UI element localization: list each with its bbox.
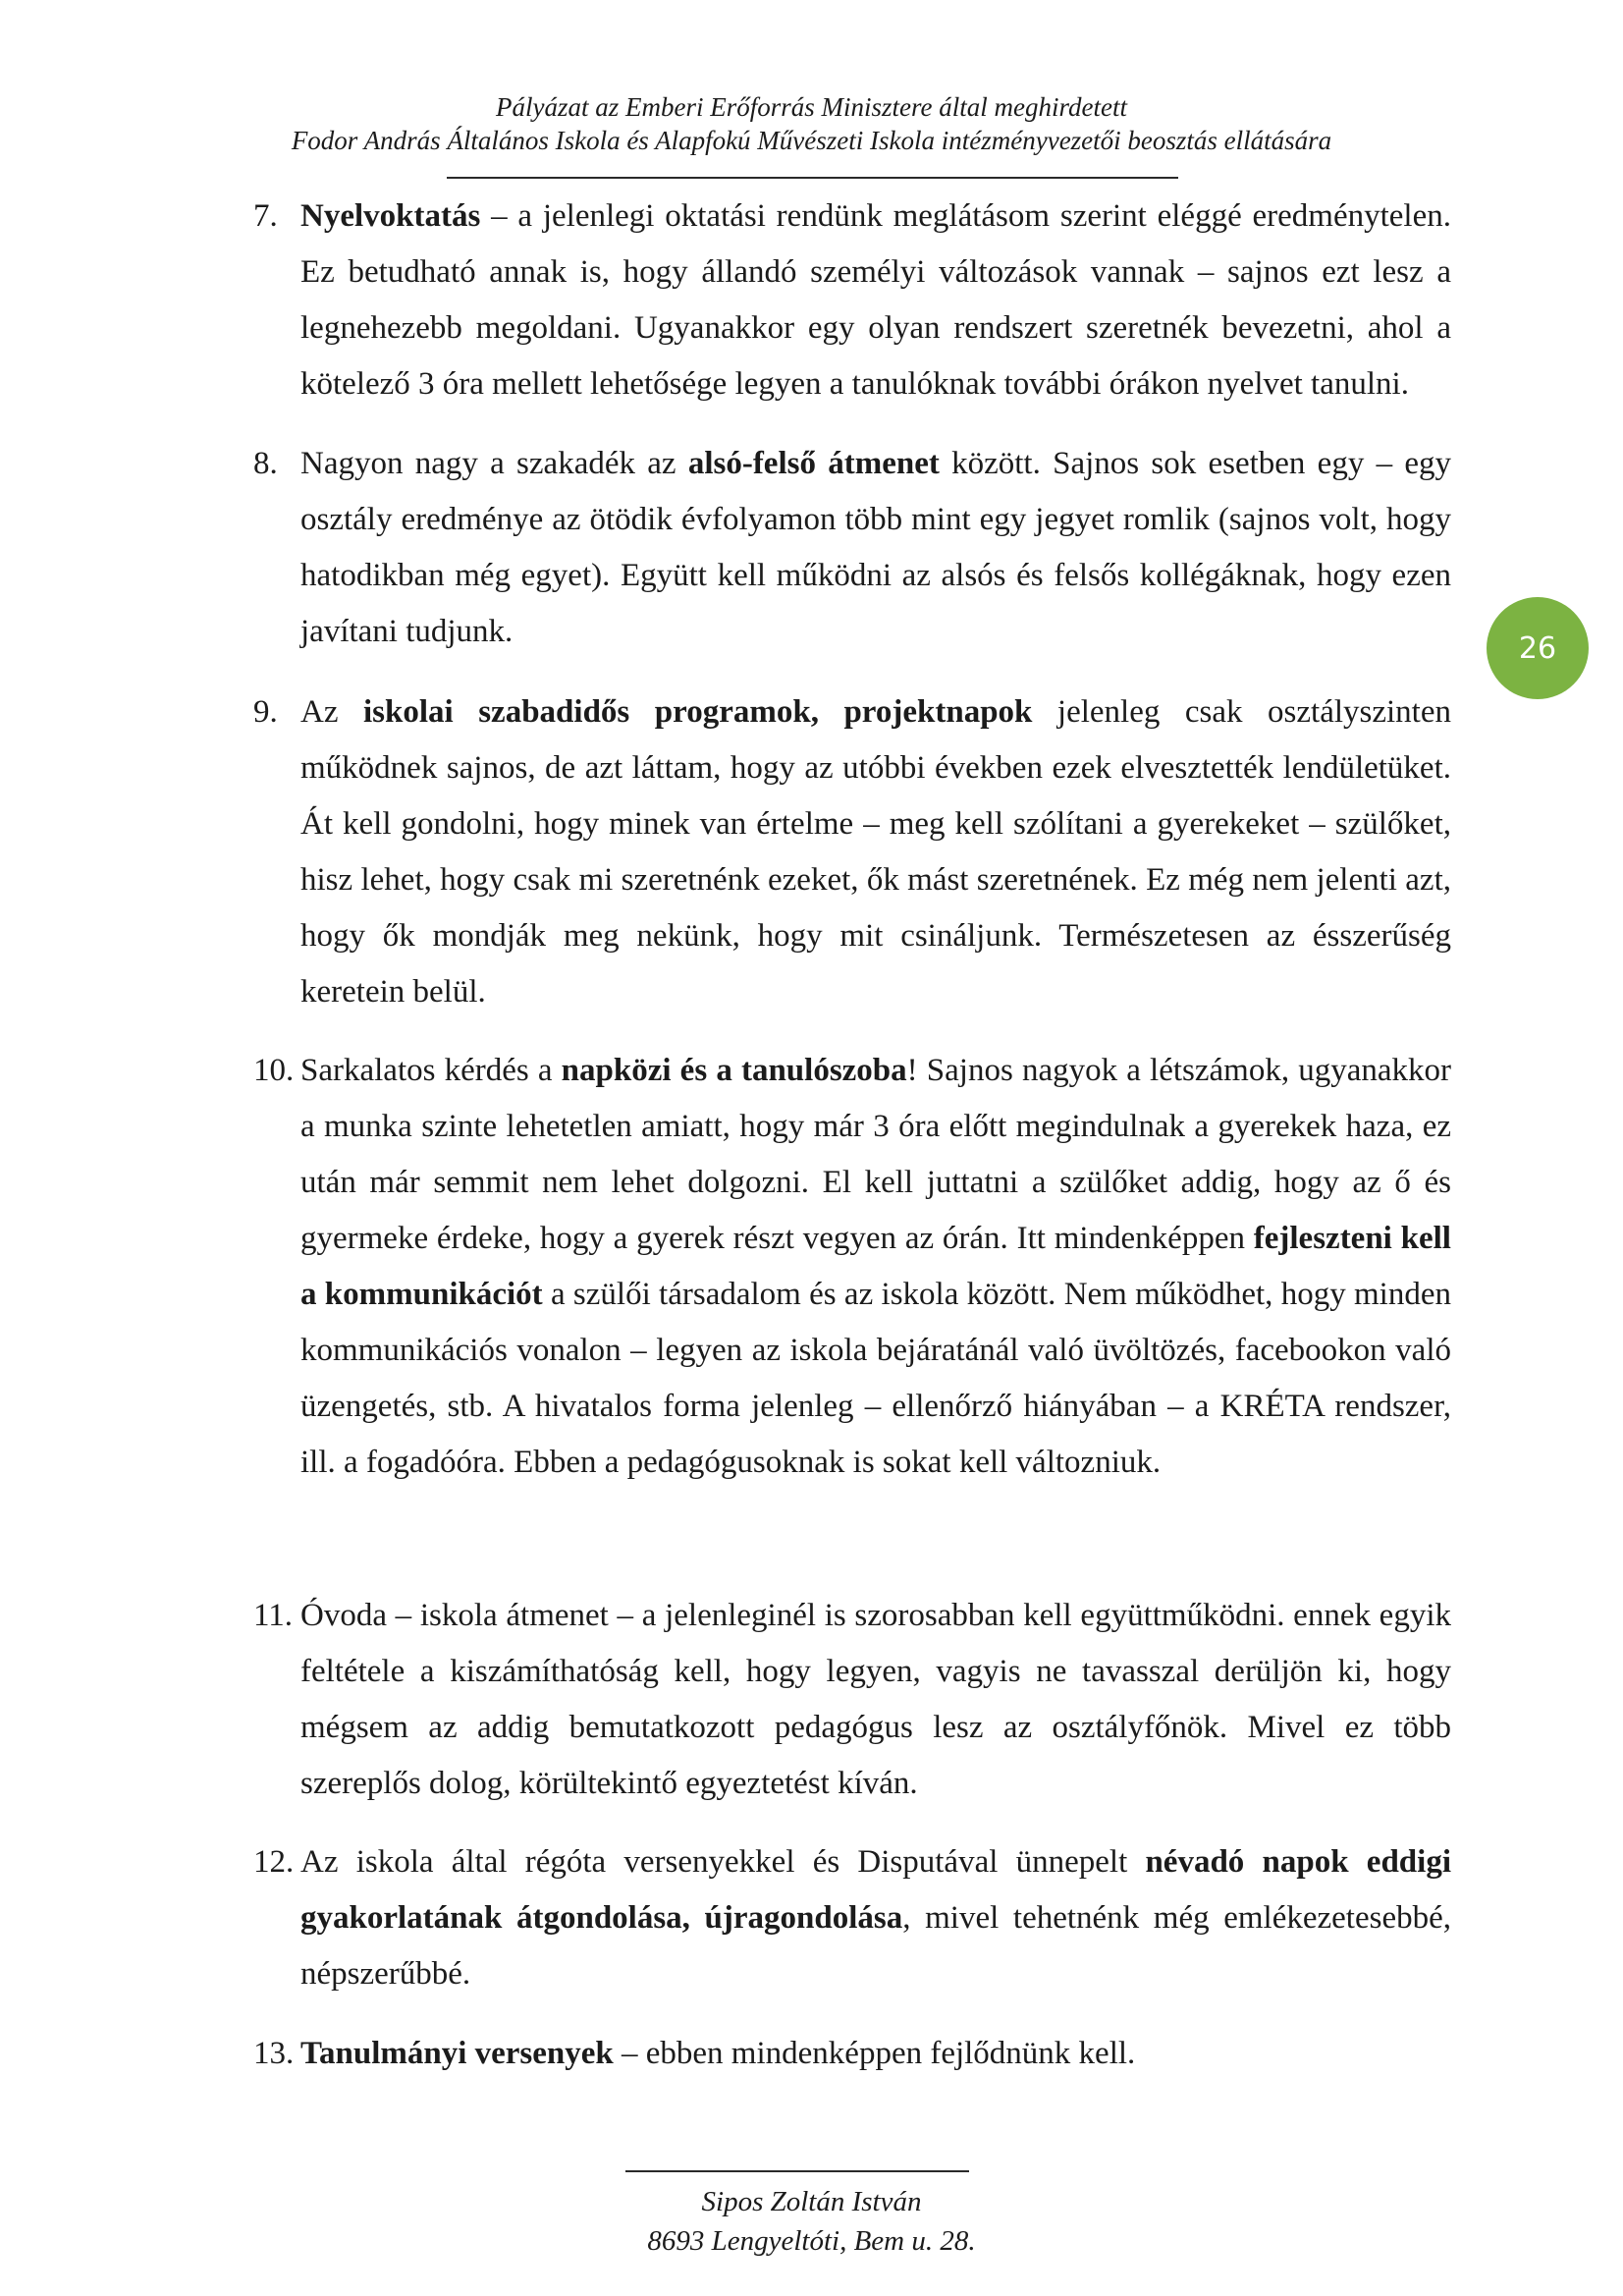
item-text	[300, 189, 1451, 412]
item-text	[300, 1043, 1451, 1491]
page-number-badge	[1487, 597, 1589, 699]
item-number: 8.	[253, 446, 278, 481]
item-bold: névadó napok eddigi gyakorlatának átgondolása, újragondolása	[300, 1844, 1451, 1936]
item-text	[300, 436, 1451, 660]
list-item-7	[253, 189, 1451, 412]
footer-divider	[625, 2170, 969, 2172]
item-bold: fejleszteni kell a kommunikációt	[300, 1221, 1451, 1312]
header-line-2: Fodor András Általános Iskola és Alapfokú Művészeti Iskola intézményvezetői beosztás ellátására	[291, 126, 1332, 155]
item-text-part: Nagyon nagy a szakadék az	[300, 446, 688, 481]
item-bold: alsó-felső átmenet	[687, 446, 940, 481]
item-text-part: – ebben mindenképpen fejlődnünk kell.	[613, 2036, 1136, 2071]
list-item-10	[253, 1043, 1451, 1491]
list-item-13	[253, 2026, 1451, 2082]
item-number: 12.	[253, 1844, 295, 1880]
item-text	[300, 2026, 1451, 2082]
list-item-11	[253, 1588, 1451, 1812]
item-text-part: , mivel tehetnénk még emlékezetesebbé, népszerűbbé.	[300, 1900, 1451, 1992]
item-bold: napközi és a tanulószoba	[561, 1053, 907, 1088]
item-number: 9.	[253, 694, 278, 730]
footer-address: 8693 Lengyeltóti, Bem u. 28.	[647, 2225, 976, 2257]
header-divider	[447, 177, 1178, 179]
item-bold: Tanulmányi versenyek	[300, 2036, 614, 2071]
item-text-part: Óvoda – iskola átmenet – a jelenleginél is szorosabban kell együttműködni. ennek egyik feltétele a kiszámíthatóság kell, hogy legyen, vagyis ne tavasszal derüljön ki, hogy mégsem az addig bemutatkozott pedagógus lesz az osztályfőnök. Mivel ez több szereplős dolog, körültekintő egyeztetést kíván.	[300, 1598, 1451, 1801]
item-text	[300, 1834, 1451, 2002]
item-text-part: Az	[300, 694, 363, 730]
item-text-part: jelenleg csak osztályszinten működnek sajnos, de azt láttam, hogy az utóbbi években ezek elvesztették lendületüket. Át kell gondolni, hogy minek van értelme – meg kell szólítani a gyerekeket – szülőket, hisz lehet, hogy csak mi szeretnénk ezeket, ők mást szeretnének. Ez még nem jelenti azt, hogy ők mondják meg nekünk, hogy mit csináljunk. Természetesen az ésszerűség keretein belül.	[300, 694, 1451, 1010]
item-number: 11.	[253, 1598, 294, 1633]
page-footer	[0, 2182, 1623, 2261]
item-text-part: a szülői társadalom és az iskola között. Nem működhet, hogy minden kommunikációs vonalon – legyen az iskola bejáratánál való üvöltözés, facebookon való üzengetés, stb. A hivatalos forma jelenleg – ellenőrző hiányában – a KRÉTA rendszer, ill. a fogadóóra. Ebben a pedagógusoknak is sokat kell változniuk.	[300, 1277, 1451, 1480]
item-bold: iskolai szabadidős programok, projektnapok	[363, 694, 1033, 730]
list-item-8	[253, 436, 1451, 660]
list-item-12	[253, 1834, 1451, 2002]
item-text	[300, 684, 1451, 1020]
item-text-part: Sarkalatos kérdés a	[300, 1053, 562, 1088]
item-number: 10.	[253, 1053, 295, 1088]
item-text-part: ! Sajnos nagyok a létszámok, ugyanakkor a munka szinte lehetetlen amiatt, hogy már 3 óra előtt megindulnak a gyerekek haza, ez után már semmit nem lehet dolgozni. El kell juttatni a szülőket addig, hogy az ő és gyermeke érdeke, hogy a gyerek részt vegyen az órán. Itt mindenképpen	[300, 1053, 1451, 1256]
item-text	[300, 1588, 1451, 1812]
item-number: 13.	[253, 2036, 295, 2071]
item-number: 7.	[253, 198, 278, 234]
item-text-part: – a jelenlegi oktatási rendünk meglátásom szerint eléggé eredménytelen. Ez betudható annak is, hogy állandó személyi változások vannak – sajnos ezt lesz a legnehezebb megoldani. Ugyanakkor egy olyan rendszert szeretnék bevezetni, ahol a kötelező 3 óra mellett lehetősége legyen a tanulóknak további órákon nyelvet tanulni.	[300, 198, 1451, 402]
page-number: 26	[1518, 630, 1557, 666]
footer-name: Sipos Zoltán István	[701, 2186, 922, 2217]
item-text-part: Az iskola által régóta versenyekkel és Disputával ünnepelt	[300, 1844, 1146, 1880]
list-item-9	[253, 684, 1451, 1020]
header-line-1: Pályázat az Emberi Erőforrás Minisztere által meghirdetett	[496, 92, 1127, 122]
item-bold: Nyelvoktatás	[300, 198, 481, 234]
item-text-part: között. Sajnos sok esetben egy – egy osztály eredménye az ötödik évfolyamon több mint egy jegyet romlik (sajnos volt, hogy hatodikban még egyet). Együtt kell működni az alsós és felsős kollégáknak, hogy ezen javítani tudjunk.	[300, 446, 1452, 649]
page-header	[0, 90, 1623, 157]
